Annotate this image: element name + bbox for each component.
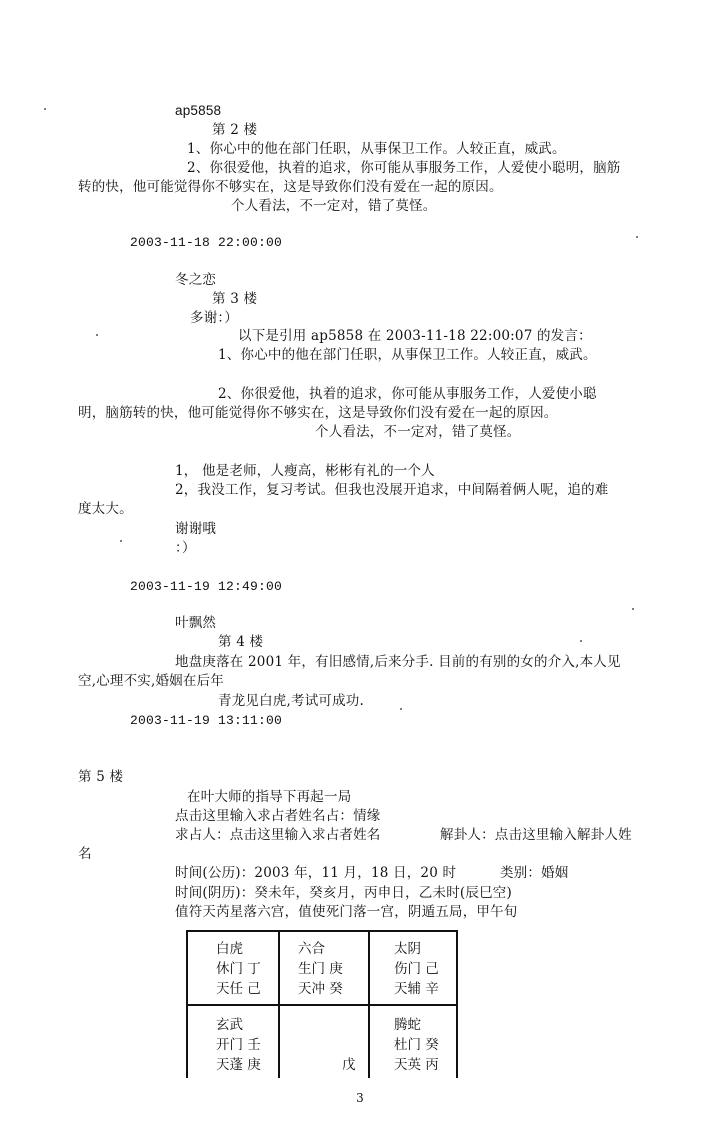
post2-time: 2003-11-18 22:00:00 xyxy=(130,235,283,250)
post3-reply4: ：） xyxy=(175,540,196,556)
post5-floor: 第 5 楼 xyxy=(78,769,124,785)
post3-floor: 第 3 楼 xyxy=(212,291,258,307)
post5-line1: 在叶大师的指导下再起一局 xyxy=(187,789,352,805)
post3-quote1: 1、你心中的他在部门任职，从事保卫工作。人较正直，威武。 xyxy=(218,347,597,363)
post3-reply2a: 2，我没工作，复习考试。但我也没展开追求，中间隔着俩人呢，追的难 xyxy=(175,482,609,498)
grid-cell5-center: 戊 xyxy=(342,1057,356,1073)
qimen-grid xyxy=(186,930,458,1078)
grid-left-line xyxy=(186,930,188,1078)
post3-time: 2003-11-19 12:49:00 xyxy=(130,579,283,594)
grid-cell1-star: 天任 己 xyxy=(216,981,261,997)
grid-cell6-god: 腾蛇 xyxy=(394,1017,421,1033)
post4-line1b: 空,心理不实,婚姻在后年 xyxy=(78,673,224,689)
scan-speck xyxy=(400,708,402,710)
grid-divider-1 xyxy=(278,930,280,1078)
post5-line5: 时间(阴历)：癸未年，癸亥月，丙申日，乙未时(辰巳空) xyxy=(175,885,512,901)
grid-cell4-gate: 开门 壬 xyxy=(216,1037,261,1053)
post3-quote3: 个人看法，不一定对，错了莫怪。 xyxy=(315,424,521,440)
post4-author: 叶飘然 xyxy=(175,615,217,631)
grid-cell1-god: 白虎 xyxy=(216,941,243,957)
post5-line6: 值符天芮星落六宫，值使死门落一宫，阴遁五局，甲午旬 xyxy=(175,904,518,920)
grid-cell4-god: 玄武 xyxy=(216,1017,243,1033)
scan-speck xyxy=(580,640,582,642)
post3-reply3: 谢谢哦 xyxy=(175,521,217,537)
post5-line3b: 解卦人：点击这里输入解卦人姓 xyxy=(440,827,632,843)
post3-reply2b: 度太大。 xyxy=(78,501,133,517)
post2-line1: 1、你心中的他在部门任职，从事保卫工作。人较正直，威武。 xyxy=(187,141,566,157)
scan-speck xyxy=(636,236,638,238)
grid-cell6-gate: 杜门 癸 xyxy=(394,1037,439,1053)
grid-cell3-god: 太阴 xyxy=(394,941,421,957)
grid-cell3-star: 天辅 辛 xyxy=(394,981,439,997)
grid-middle-line xyxy=(186,1004,458,1006)
post4-floor: 第 4 楼 xyxy=(218,634,264,650)
post2-floor: 第 2 楼 xyxy=(212,122,258,138)
post2-line3: 个人看法，不一定对，错了莫怪。 xyxy=(231,198,437,214)
post4-line1a: 地盘庚落在 2001 年，有旧感情,后来分手. 目前的有别的女的介入,本人见 xyxy=(175,654,621,670)
grid-cell2-gate: 生门 庚 xyxy=(298,961,343,977)
scan-speck xyxy=(44,108,46,110)
post3-quote-intro: 以下是引用 ap5858 在 2003-11-18 22:00:07 的发言： xyxy=(238,328,592,344)
grid-top-line xyxy=(186,930,458,932)
grid-divider-2 xyxy=(368,930,370,1078)
grid-cell2-god: 六合 xyxy=(298,941,325,957)
post3-quote2b: 明，脑筋转的快，他可能觉得你不够实在，这是导致你们没有爱在一起的原因。 xyxy=(78,405,558,421)
grid-cell2-star: 天冲 癸 xyxy=(298,981,343,997)
page-number: 3 xyxy=(356,1091,364,1105)
post3-thanks: 多谢：） xyxy=(190,310,239,326)
post4-line2: 青龙见白虎,考试可成功. xyxy=(218,693,364,709)
post4-time: 2003-11-19 13:11:00 xyxy=(130,713,283,728)
grid-cell1-gate: 休门 丁 xyxy=(216,961,261,977)
post3-quote2a: 2、你很爱他，执着的追求，你可能从事服务工作，人爱使小聪 xyxy=(218,386,597,402)
post3-author: 冬之恋 xyxy=(175,272,217,288)
post2-author: ap5858 xyxy=(175,103,222,118)
post3-reply1: 1， 他是老师，人瘦高，彬彬有礼的一个人 xyxy=(175,463,435,479)
grid-right-line xyxy=(456,930,458,1078)
post5-line4b: 类别：婚姻 xyxy=(500,865,569,881)
post5-line2: 点击这里输入求占者姓名占：情缘 xyxy=(175,808,381,824)
post5-line3c: 名 xyxy=(78,846,92,862)
scan-speck xyxy=(96,334,98,336)
post5-line3a: 求占人：点击这里输入求占者姓名 xyxy=(175,827,381,843)
scan-speck xyxy=(632,608,634,610)
scan-speck xyxy=(120,540,122,542)
grid-cell4-star: 天蓬 庚 xyxy=(216,1057,261,1073)
post2-line2a: 2、你很爱他，执着的追求，你可能从事服务工作，人爱使小聪明，脑筋 xyxy=(187,160,621,176)
post2-line2b: 转的快，他可能觉得你不够实在，这是导致你们没有爱在一起的原因。 xyxy=(78,179,503,195)
post5-line4a: 时间(公历)：2003 年，11 月，18 日，20 时 xyxy=(175,865,457,881)
grid-cell3-gate: 伤门 己 xyxy=(394,961,439,977)
grid-cell6-star: 天英 丙 xyxy=(394,1057,439,1073)
